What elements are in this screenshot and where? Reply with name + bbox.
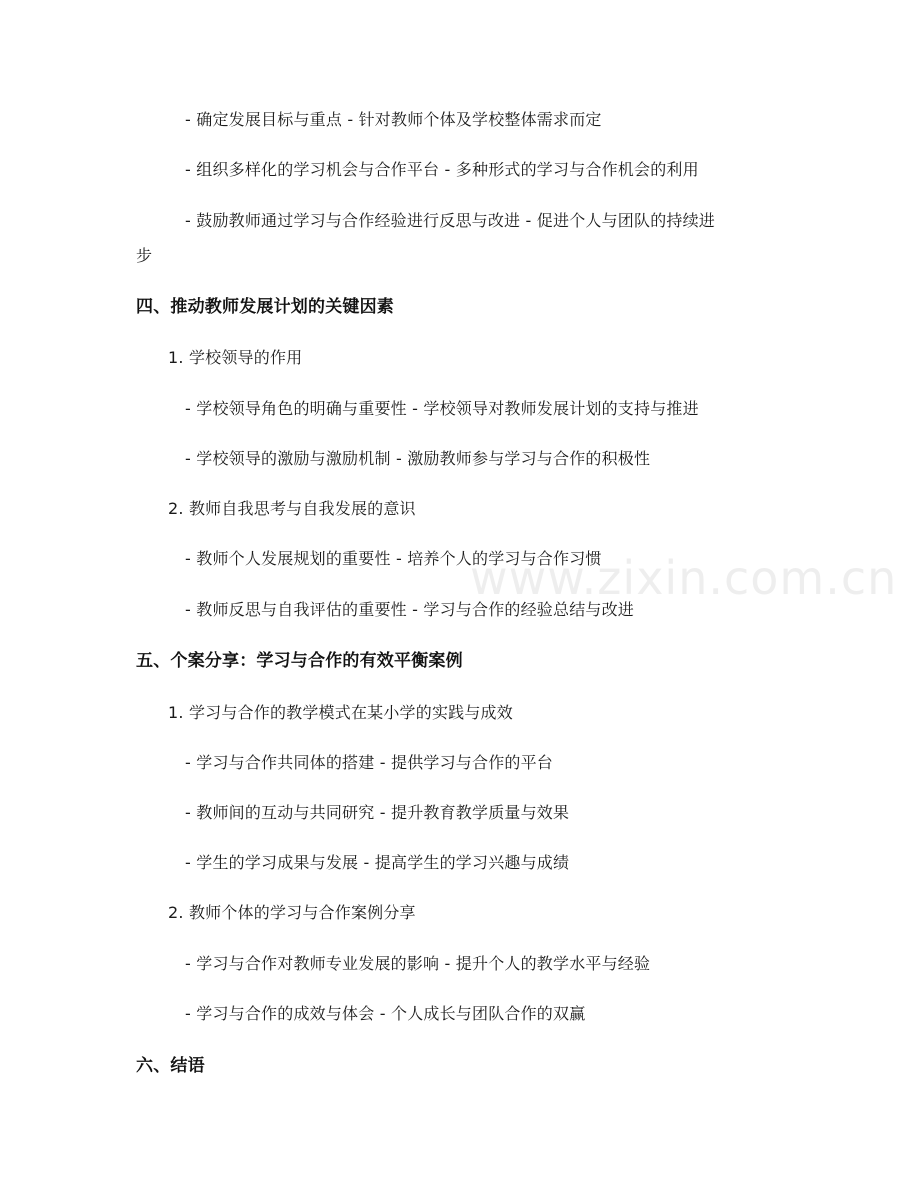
bullet-line: - 学校领导的激励与激励机制 - 激励教师参与学习与合作的积极性 <box>185 449 651 468</box>
bullet-line: - 教师间的互动与共同研究 - 提升教育教学质量与效果 <box>185 803 570 822</box>
bullet-line: - 教师反思与自我评估的重要性 - 学习与合作的经验总结与改进 <box>185 600 635 619</box>
bullet-line: - 学校领导角色的明确与重要性 - 学校领导对教师发展计划的支持与推进 <box>185 399 699 418</box>
bullet-line: - 学习与合作对教师专业发展的影响 - 提升个人的教学水平与经验 <box>185 954 651 973</box>
numbered-item: 2. 教师自我思考与自我发展的意识 <box>168 499 416 518</box>
numbered-item: 1. 学习与合作的教学模式在某小学的实践与成效 <box>168 703 513 722</box>
bullet-line: - 教师个人发展规划的重要性 - 培养个人的学习与合作习惯 <box>185 549 602 568</box>
bullet-line: - 鼓励教师通过学习与合作经验进行反思与改进 - 促进个人与团队的持续进 <box>185 211 716 230</box>
bullet-line-continuation: 步 <box>136 246 153 265</box>
bullet-line: - 学习与合作的成效与体会 - 个人成长与团队合作的双赢 <box>185 1004 586 1023</box>
numbered-item: 1. 学校领导的作用 <box>168 348 303 367</box>
watermark: www.zixin.com.cn <box>470 551 898 605</box>
numbered-item: 2. 教师个体的学习与合作案例分享 <box>168 903 416 922</box>
section-heading: 四、推动教师发展计划的关键因素 <box>136 297 394 317</box>
section-heading: 六、结语 <box>136 1056 205 1076</box>
bullet-line: - 学生的学习成果与发展 - 提高学生的学习兴趣与成绩 <box>185 853 570 872</box>
bullet-line: - 学习与合作共同体的搭建 - 提供学习与合作的平台 <box>185 753 554 772</box>
bullet-line: - 确定发展目标与重点 - 针对教师个体及学校整体需求而定 <box>185 110 602 129</box>
bullet-line: - 组织多样化的学习机会与合作平台 - 多种形式的学习与合作机会的利用 <box>185 160 699 179</box>
section-heading: 五、个案分享：学习与合作的有效平衡案例 <box>136 651 463 671</box>
